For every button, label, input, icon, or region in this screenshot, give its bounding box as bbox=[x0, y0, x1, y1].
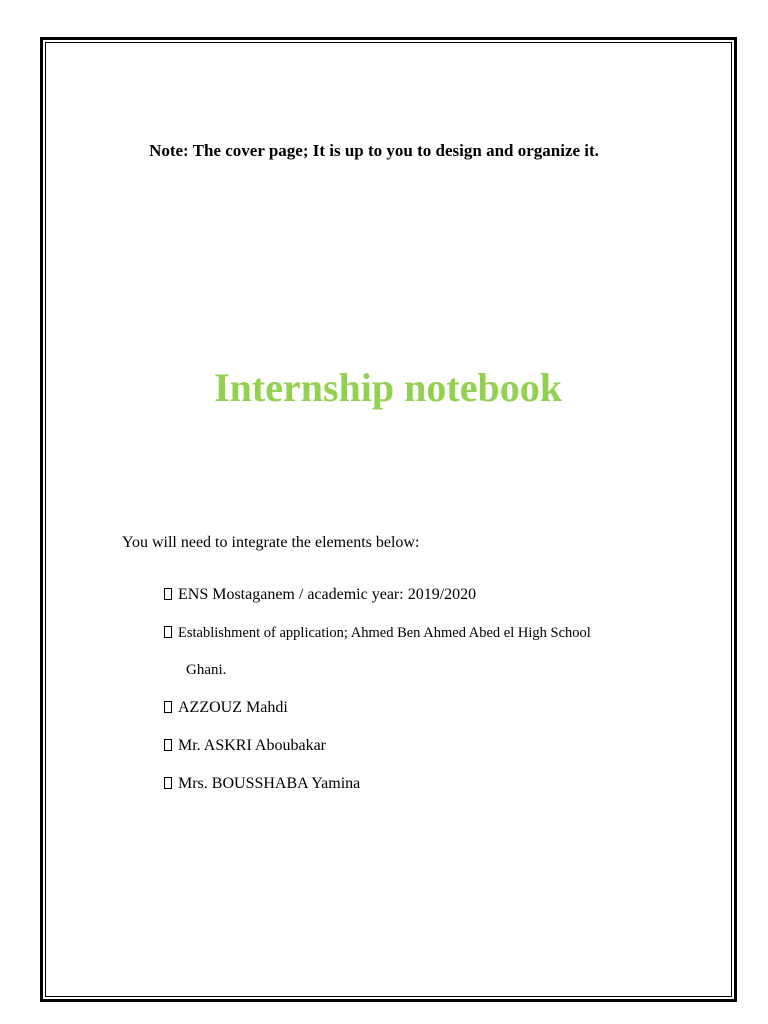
square-bullet-icon bbox=[164, 626, 172, 638]
list-item-text: ENS Mostaganem / academic year: 2019/2020 bbox=[178, 586, 477, 603]
square-bullet-icon bbox=[164, 777, 172, 789]
intro-text: You will need to integrate the elements below: bbox=[122, 534, 420, 551]
cover-note-text: Note: The cover page; It is up to you to design and organize it. bbox=[149, 141, 599, 160]
square-bullet-icon bbox=[164, 701, 172, 713]
list-item-establishment bbox=[164, 623, 591, 643]
list-item-text: Mrs. BOUSSHABA Yamina bbox=[178, 775, 361, 792]
list-item-supervisor-1 bbox=[164, 736, 326, 756]
list-item-institution bbox=[164, 585, 476, 605]
page-title-text: Internship notebook bbox=[214, 365, 562, 410]
list-item-text: Mr. ASKRI Aboubakar bbox=[178, 737, 326, 754]
cover-note bbox=[0, 141, 768, 161]
list-item-supervisor-2 bbox=[164, 774, 360, 794]
list-item-student bbox=[164, 698, 288, 718]
list-item-text: AZZOUZ Mahdi bbox=[178, 699, 288, 716]
list-item-continuation: Ghani. bbox=[186, 662, 227, 678]
page-border-inner bbox=[45, 42, 732, 997]
square-bullet-icon bbox=[164, 588, 172, 600]
page-title bbox=[0, 362, 768, 414]
square-bullet-icon bbox=[164, 739, 172, 751]
list-item-text: Establishment of application; Ahmed Ben Ahmed Abed el High School bbox=[178, 625, 591, 641]
